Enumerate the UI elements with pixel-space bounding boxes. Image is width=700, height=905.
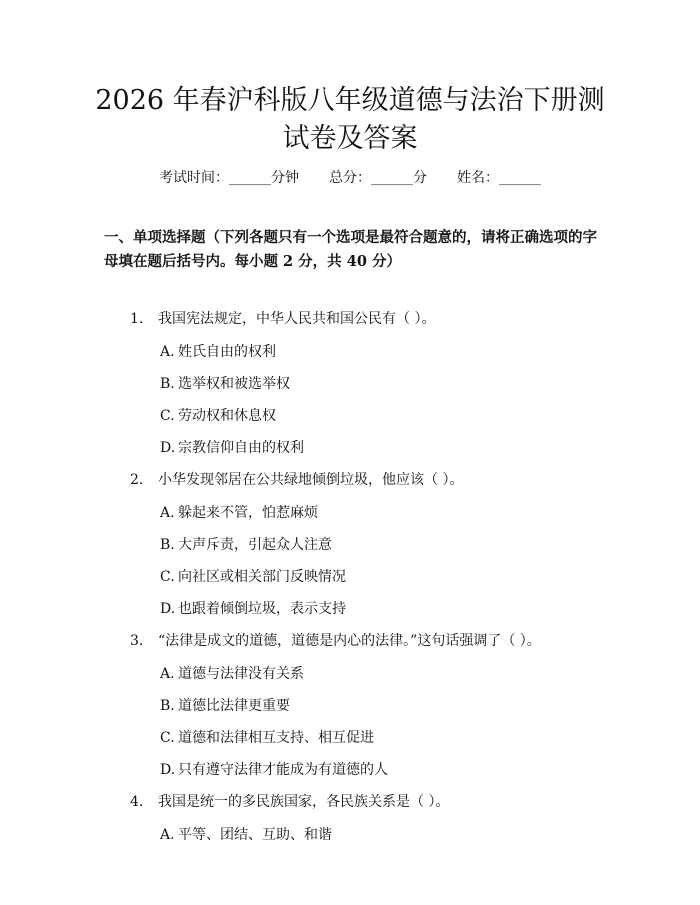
question-3-option-d (160, 760, 600, 780)
question-text: “法律是成文的道德，道德是内心的法律。”这句话强调了（ ）。 (158, 633, 541, 649)
question-1-option-a (160, 342, 600, 362)
option-text: 只有遵守法律才能成为有道德的人 (178, 762, 388, 778)
option-letter: D. (160, 762, 176, 778)
option-letter: C. (160, 408, 175, 424)
total-score-label: 总分：______分 (329, 170, 427, 186)
question-text: 小华发现邻居在公共绿地倾倒垃圾，他应该（ ）。 (158, 472, 464, 488)
option-text: 大声斥责，引起众人注意 (178, 537, 332, 553)
option-text: 劳动权和休息权 (178, 408, 276, 424)
question-3-option-a (160, 664, 600, 684)
question-2-option-a (160, 503, 600, 523)
question-2 (130, 470, 600, 490)
option-letter: B. (160, 698, 175, 714)
option-letter: A. (160, 505, 175, 521)
option-letter: C. (160, 569, 175, 585)
section-heading: 一、单项选择题（下列各题只有一个选项是最符合题意的，请将正确选项的字母填在题后括号内。每小题 2 分，共 40 分） (104, 229, 597, 270)
option-letter: A. (160, 344, 175, 360)
question-2-option-d (160, 599, 600, 619)
exam-info-line (0, 168, 700, 188)
exam-time-label: 考试时间：______分钟 (159, 170, 299, 186)
option-text: 向社区或相关部门反映情况 (178, 569, 346, 585)
question-3 (130, 631, 600, 651)
question-text: 我国是统一的多民族国家，各民族关系是（ ）。 (158, 794, 450, 810)
question-2-option-c (160, 567, 600, 587)
option-text: 道德与法律没有关系 (178, 666, 304, 682)
question-text: 我国宪法规定，中华人民共和国公民有（ ）。 (158, 311, 436, 327)
question-number: 3. (130, 633, 144, 649)
option-letter: A. (160, 666, 175, 682)
page-title: 2026 年春沪科版八年级道德与法治下册测试卷及答案 (95, 85, 605, 154)
option-letter: C. (160, 730, 175, 746)
option-text: 平等、团结、互助、和谐 (178, 827, 332, 843)
option-letter: B. (160, 376, 175, 392)
question-3-option-b (160, 696, 600, 716)
question-3-option-c (160, 728, 600, 748)
question-1-option-b (160, 374, 600, 394)
question-2-option-b (160, 535, 600, 555)
option-text: 也跟着倾倒垃圾，表示支持 (178, 601, 346, 617)
question-4-option-a (160, 825, 600, 845)
student-name-label: 姓名：______ (457, 170, 541, 186)
option-letter: B. (160, 537, 175, 553)
question-4 (130, 792, 600, 812)
option-letter: A. (160, 827, 175, 843)
question-1 (130, 309, 600, 329)
option-letter: D. (160, 440, 176, 456)
option-text: 姓氏自由的权利 (178, 344, 276, 360)
option-text: 宗教信仰自由的权利 (178, 440, 304, 456)
question-number: 1. (130, 311, 144, 327)
question-1-option-d (160, 438, 600, 458)
option-text: 道德和法律相互支持、相互促进 (178, 730, 374, 746)
question-1-option-c (160, 406, 600, 426)
question-number: 2. (130, 472, 144, 488)
option-text: 躲起来不管，怕惹麻烦 (178, 505, 318, 521)
option-text: 道德比法律更重要 (178, 698, 290, 714)
option-text: 选举权和被选举权 (178, 376, 290, 392)
option-letter: D. (160, 601, 176, 617)
question-number: 4. (130, 794, 144, 810)
